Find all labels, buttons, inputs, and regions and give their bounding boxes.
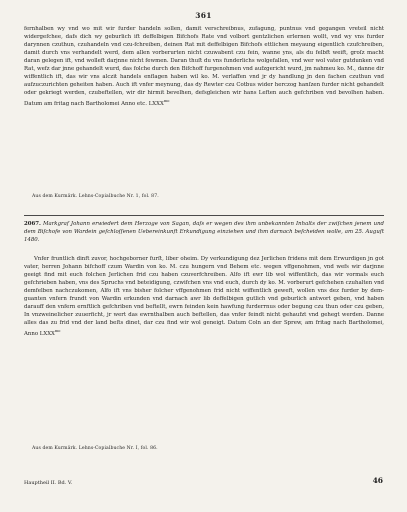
entry-heading bbox=[24, 220, 384, 244]
volume-signature: Hauptheil II. Bd. V. bbox=[24, 480, 73, 486]
letter-body: fernhalben wy vnd wo mit wir furder handeln sollen, damit verschreibnus, zufagung, puntnus vnd gegangen vreteil nicht widergefchee, dafs dich wy geburlich ift deffelbigen Bifchofs Rate vnd volbort gentzlichen erlernen wollt, vnd wy vns furder darynnen czuthun, czuhandeln vnd czu-fchreiben, deinen Rat mit deffelbigen Bifchofs ettlichen meyaung eigentlich czufchreiben, damit durch vns verhandelt werd, dem allen vorberurten nicht czuwabent czu fein, wanne yns, als du felbft weift, groſz macht daran gelegen ift, vnd wolleft darjnne nicht fewmen. Daran thuſt du vns funderlichs wolgefallen, vnd wer wol vater gutdunken vnd Rat, wefz dar jnne gehandelt wurd, das folche durch den Bifchoff furgenohmen vnd aufzgericht wurd, jm nahmeu ko. M., danne dir wiffentlich ift, das wir vns alczit handels enflagen haben wil ko. M. verlaffen vnd jr dy handlung jn den fachen czuthun vnd aufzuczurichten geheiten haben. Auch ift vnfer meynung, das dy Rewter czu Cotbus wider herczog hanſzen furder nicht gehandelt oder gekriegt werden, czubeftellen, wir dir hirmit bevelhen, defsgleichen wir hans Leften auch gefchriben vnd bevolhen haben. Datum am fritag nach Bartholomei Anno etc. LXXX bbox=[24, 26, 384, 108]
letter-body: Vnfer fruntlich dinft zuvor, hochgeborner furſt, liber oheim. Dy verkundigung dez Jerlichen fridens mit dem Erwurdigen jn got vater, herren Johann bifchoff czum Wardin von ko. M. czu hungern vnd Behem etc. wegen vffgenohmen, vnd wefs wir darjnne geeigt find mit euch folchen Jerlichen frid czu haben czuverfchreiben. Alfo ift ewr lib wol wiffentlich, das wir vormals euch gefchrieben haben, vns des Spruchs vnd beteidigung, czwifchen vns vnd euch, durch dy ko. M. vorberurt gefchehen czuhalten vnd demfelben nachczukomen, Alfo ift vns bisher folcher vffgenohmen frid nicht wiffentlich geweft, wollen vns dez furder by dem-guanten vnfern frundt von Wardin erkunden vnd darnach awr lib deffelbigen gutlich vnd geburlich antwort geben, vnd haben darauff den vnfern ernftlich gefchriben vnd beftellt, ewrn feinden kein hawfung furderrnus oder begung czu thun oder czu geben, In vnzweinelicher zuuerficht, jr wert das ewrnthalben auch beftellen, das vnfer feindt nicht gehaufzt vnd gehegt werden. Danne alles das zu frid vnd der land beſts dinet, dar czu find wir wol geneigt. Datum Coln an der Sprew, am fritag nach Bartholomei, Anno LXXX bbox=[24, 256, 384, 338]
source-note: Aus dem Kurmärk. Lehns-Copialbuche Nr. 1, fol. 87. bbox=[32, 194, 159, 199]
page-number: 361 bbox=[195, 11, 212, 20]
year-superscript: mo bbox=[163, 99, 170, 104]
sheet-number: 46 bbox=[372, 476, 383, 485]
entry-number: 2067. bbox=[24, 221, 41, 227]
year-superscript: mo bbox=[54, 329, 61, 334]
divider-line bbox=[24, 215, 384, 216]
letter-text bbox=[24, 255, 384, 338]
letter-text-continued bbox=[24, 25, 384, 108]
entry-summary: Markgraf Johann erwiedert dem Herzoge von Sagan, daſs er wegen des ihm unbekannten Inhalts der zwiſchen jenem und dem Biſchofe von Wardein geſchloſſenen Uebereinkunft Erkundigung einziehen und ihm darnach beſcheiden wolle, am 25. Auguſt 1480. bbox=[24, 221, 384, 244]
source-note: Aus dem Kurmärk. Lehns-Copialbuche Nr. I, fol. 86. bbox=[32, 446, 158, 451]
